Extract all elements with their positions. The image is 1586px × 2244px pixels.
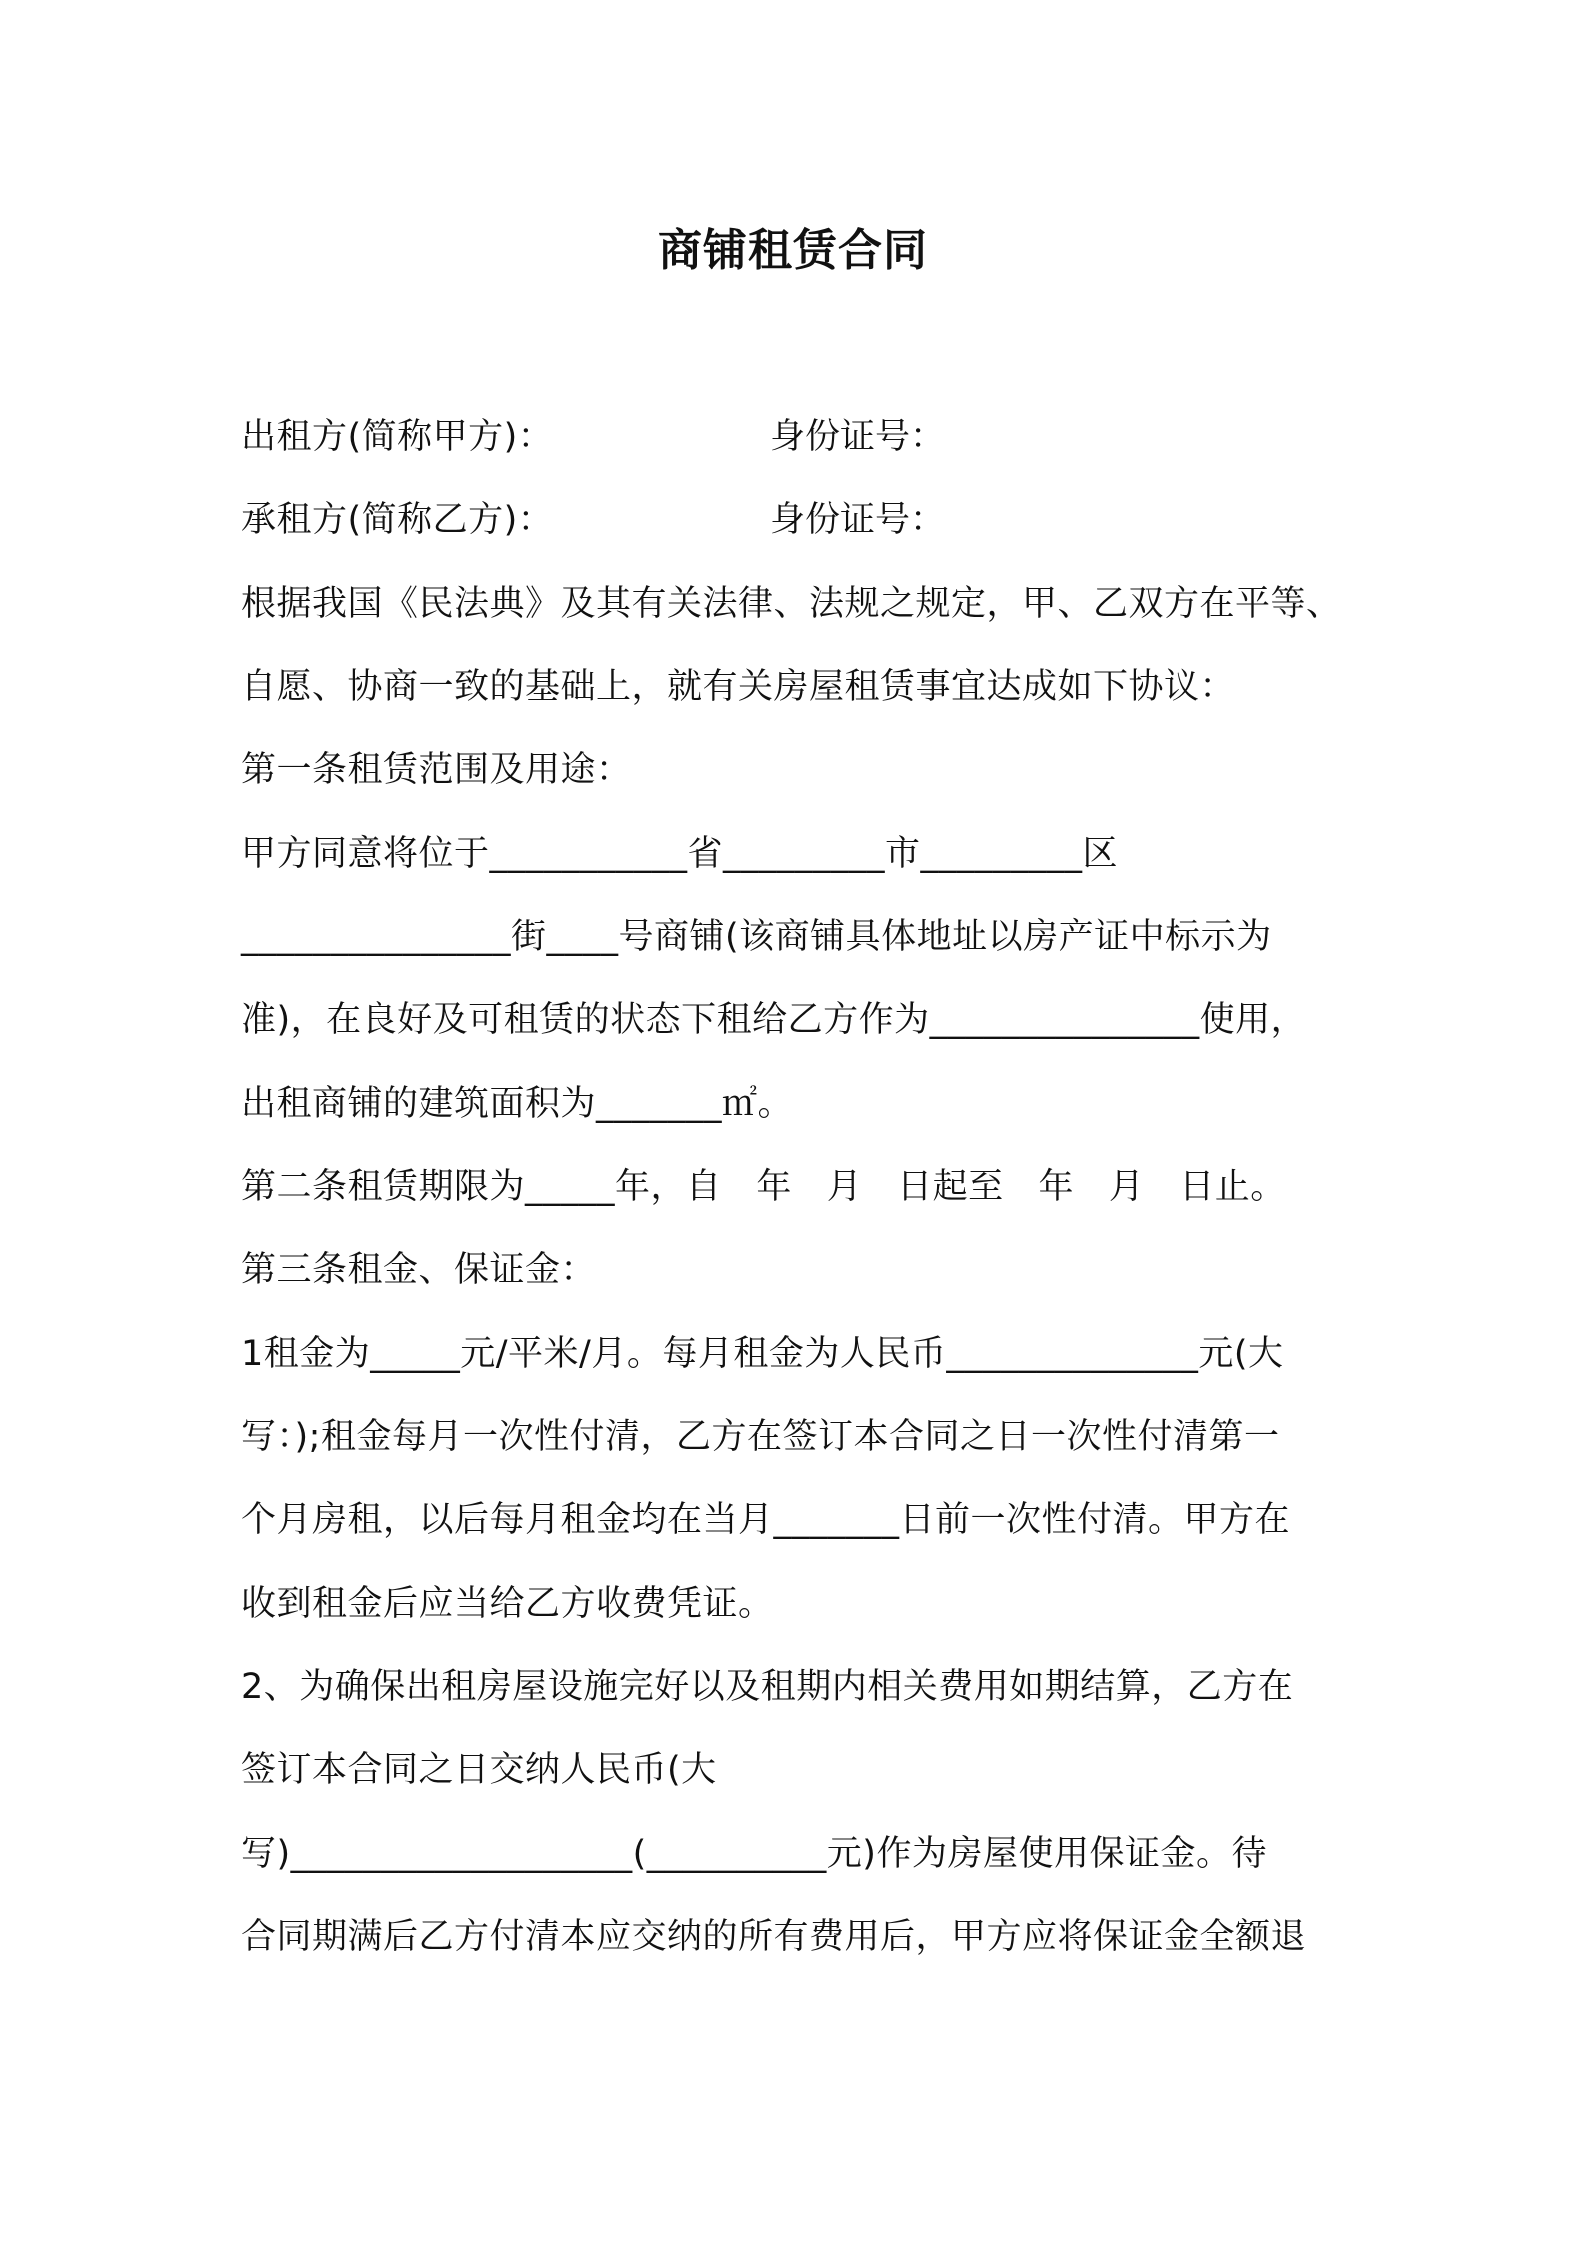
article-1-line-3: 准)，在良好及可租赁的状态下租给乙方作为_______________使用， bbox=[241, 1000, 1307, 1040]
document-title: 商铺租赁合同 bbox=[658, 225, 928, 276]
preamble-line-2: 自愿、协商一致的基础上，就有关房屋租赁事宜达成如下协议： bbox=[241, 667, 1236, 707]
lessor-label: 出租方(简称甲方)： bbox=[241, 417, 554, 457]
article-1-line-4: 出租商铺的建筑面积为_______㎡。 bbox=[241, 1084, 794, 1124]
article-1-heading: 第一条租赁范围及用途： bbox=[241, 750, 632, 790]
deposit-line-1: 2、为确保出租房屋设施完好以及租期内相关费用如期结算，乙方在 bbox=[241, 1667, 1294, 1707]
article-1-line-2: _______________街____号商铺(该商铺具体地址以房产证中标示为 bbox=[241, 917, 1272, 957]
deposit-line-3: 写)___________________(__________元)作为房屋使用保证金。待 bbox=[241, 1834, 1267, 1874]
article-2-line: 第二条租赁期限为_____年，自 年 月 日起至 年 月 日止。 bbox=[241, 1167, 1286, 1207]
deposit-line-2: 签订本合同之日交纳人民币(大 bbox=[241, 1750, 717, 1790]
lessee-id-label: 身份证号： bbox=[770, 500, 946, 540]
rent-line-4: 收到租金后应当给乙方收费凭证。 bbox=[241, 1584, 774, 1624]
deposit-line-4: 合同期满后乙方付清本应交纳的所有费用后，甲方应将保证金全额退 bbox=[241, 1917, 1307, 1957]
lessee-label: 承租方(简称乙方)： bbox=[241, 500, 554, 540]
rent-line-2: 写：);租金每月一次性付清，乙方在签订本合同之日一次性付清第一 bbox=[241, 1417, 1280, 1457]
lessor-id-label: 身份证号： bbox=[770, 417, 946, 457]
rent-line-3: 个月房租，以后每月租金均在当月_______日前一次性付清。甲方在 bbox=[241, 1500, 1291, 1540]
article-3-heading: 第三条租金、保证金： bbox=[241, 1250, 597, 1290]
preamble-line-1: 根据我国《民法典》及其有关法律、法规之规定，甲、乙双方在平等、 bbox=[241, 584, 1342, 624]
article-1-line-1: 甲方同意将位于___________省_________市_________区 bbox=[241, 834, 1119, 874]
rent-line-1: 1租金为_____元/平米/月。每月租金为人民币______________元(大 bbox=[241, 1334, 1284, 1374]
